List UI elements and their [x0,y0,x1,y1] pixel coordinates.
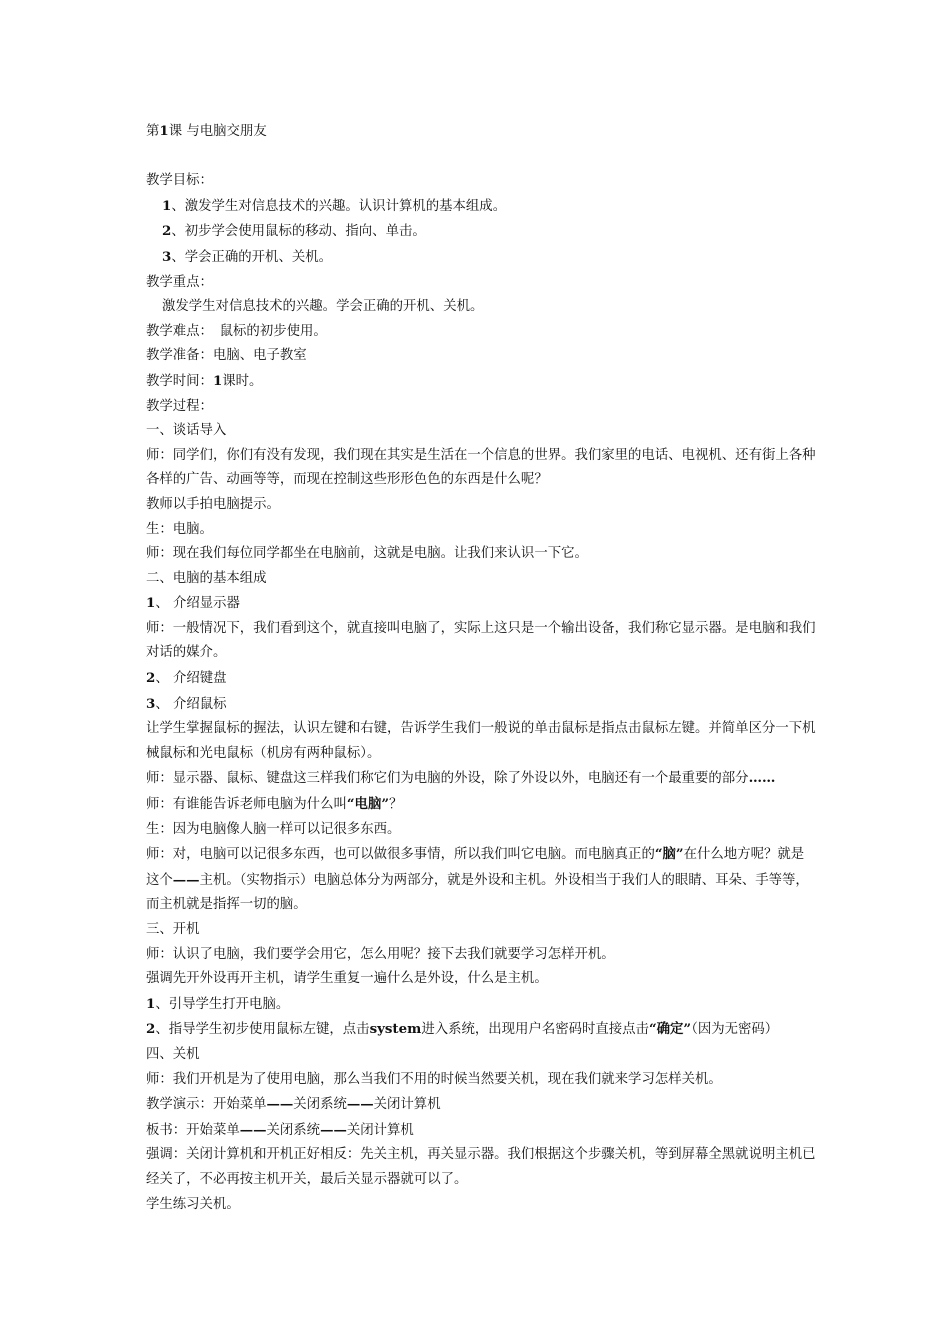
paragraph: 师：一般情况下，我们看到这个，就直接叫电脑了，实际上这只是一个输出设备，我们称它显示器。是电脑和我们对话的媒介。 [146,620,816,661]
item-text: （因为无密码） [691,1022,779,1038]
document-body [146,119,816,1217]
numbered-item [146,666,816,692]
paragraph: 师：我们开机是为了使用电脑，那么当我们不用的时候当然要关机，现在我们就来学习怎样关机。 [146,1071,722,1087]
paragraph-text: 板书：开始菜单 [146,1122,240,1138]
paragraph: 师：认识了电脑，我们要学会用它，怎么用呢？接下去我们就要学习怎样开机。 [146,946,615,962]
paragraph-text: 教学演示：开始菜单 [146,1097,267,1113]
title-text: 课 与电脑交朋友 [168,124,267,139]
dash: —— [172,871,200,888]
time-line [146,369,816,395]
paragraph: 让学生掌握鼠标的握法，认识左键和右键，告诉学生我们一般说的单击鼠标是指点击鼠标左键。并简单区分一下机械鼠标和光电鼠标（机房有两种鼠标）。 [146,721,816,761]
paragraph [146,766,816,792]
paragraph: 强调：关闭计算机和开机正好相反：先关主机，再关显示器。我们根据这个步骤关机，等到屏幕全黑就说明主机已经关了，不必再按主机开关，最后关显示器就可以了。 [146,1147,816,1187]
quoted-term: “脑” [654,846,684,863]
paragraph-text: 师：对，电脑可以记很多东西，也可以做很多事情，所以我们叫它电脑。而电脑真正的 [146,847,655,863]
paragraph: 生：因为电脑像人脑一样可以记很多东西。 [146,821,401,837]
item-number: 1 [146,595,156,612]
paragraph: 强调先开外设再开主机，请学生重复一遍什么是外设，什么是主机。 [146,971,548,987]
dash: —— [346,1096,374,1113]
numbered-item [146,692,816,718]
time-suffix: 课时。 [222,373,263,389]
section-heading: 一、谈话导入 [146,423,227,439]
paragraph: 师：同学们，你们有没有发现，我们现在其实是生活在一个信息的世界。我们家里的电话、电视机、还有街上各种各样的广告、动画等等，而现在控制这些形形色色的东西是什么呢？ [146,447,816,488]
paragraph: 教师以手拍电脑提示。 [146,496,280,512]
paragraph-text: ？ [389,797,403,813]
objective-number: 2 [162,223,172,240]
quoted-term: “确定” [648,1021,692,1038]
paragraph-text: 主机。（实物指示）电脑总体分为两部分，就是外设和主机。外设相当于我们人的眼睛、耳朵、手等等，而主机就是指挥一切的脑。 [146,872,809,913]
paragraph: 生：电脑。 [146,521,213,537]
system-term: system [369,1021,422,1038]
objective-text: 、激发学生对信息技术的兴趣。认识计算机的基本组成。 [171,198,507,214]
paragraph [146,842,816,918]
dash: —— [266,1096,294,1113]
difficulty-line: 教学难点： 鼠标的初步使用。 [146,323,327,339]
key-points-heading: 教学重点： [146,274,213,290]
objective-number: 3 [162,248,172,265]
item-text: 、 介绍鼠标 [155,696,227,712]
paragraph-text: 在什么地方呢？就是这个 [146,847,805,888]
objective-number: 1 [162,197,172,214]
numbered-item [146,591,816,617]
objectives-heading: 教学目标： [146,173,213,189]
paragraph-text: 关闭系统 [293,1097,347,1113]
item-number: 1 [146,995,156,1012]
paragraph-text: 师：显示器、鼠标、键盘这三样我们称它们为电脑的外设，除了外设以外，电脑还有一个最重要的部分 [146,771,749,787]
section-heading: 二、电脑的基本组成 [146,570,267,586]
objective-text: 、学会正确的开机、关机。 [171,249,333,265]
dash: —— [239,1121,267,1138]
preparation-line: 教学准备：电脑、电子教室 [146,348,307,364]
time-prefix: 教学时间： [146,373,213,389]
section-heading: 三、开机 [146,922,200,937]
section-heading: 四、关机 [146,1046,200,1062]
numbered-item [146,1017,816,1043]
item-number: 2 [146,670,156,687]
item-number: 3 [146,695,156,712]
item-text: 、引导学生打开电脑。 [155,996,290,1012]
paragraph-text: 关闭计算机 [373,1097,441,1113]
paragraph [146,1118,816,1144]
paragraph-text: 关闭计算机 [346,1122,414,1138]
ellipsis: …… [748,770,776,787]
paragraph [146,1092,816,1118]
numbered-item [146,992,816,1018]
item-text: 、指导学生初步使用鼠标左键，点击 [155,1022,370,1038]
paragraph [146,792,816,818]
dash: —— [320,1121,347,1138]
key-points-text: 激发学生对信息技术的兴趣。学会正确的开机、关机。 [162,299,484,315]
objective-item [146,194,816,220]
item-text: 、 介绍显示器 [155,596,240,612]
title-number: 1 [159,123,169,139]
item-text: 进入系统，出现用户名密码时直接点击 [421,1022,649,1038]
paragraph-text: 关闭系统 [266,1122,321,1138]
title-prefix: 第 [146,124,160,139]
quoted-term: “电脑” [346,796,390,813]
objective-text: 、初步学会使用鼠标的移动、指向、单击。 [171,224,426,240]
paragraph-text: 师：有谁能告诉老师电脑为什么叫 [146,797,347,813]
paragraph: 学生练习关机。 [146,1196,240,1212]
item-text: 、 介绍键盘 [155,671,227,687]
lesson-title [146,119,816,145]
objective-item [146,245,816,271]
paragraph: 师：现在我们每位同学都坐在电脑前，这就是电脑。让我们来认识一下它。 [146,546,588,562]
objective-item [146,219,816,245]
time-number: 1 [212,372,223,389]
process-heading: 教学过程： [146,398,213,414]
item-number: 2 [146,1021,156,1038]
